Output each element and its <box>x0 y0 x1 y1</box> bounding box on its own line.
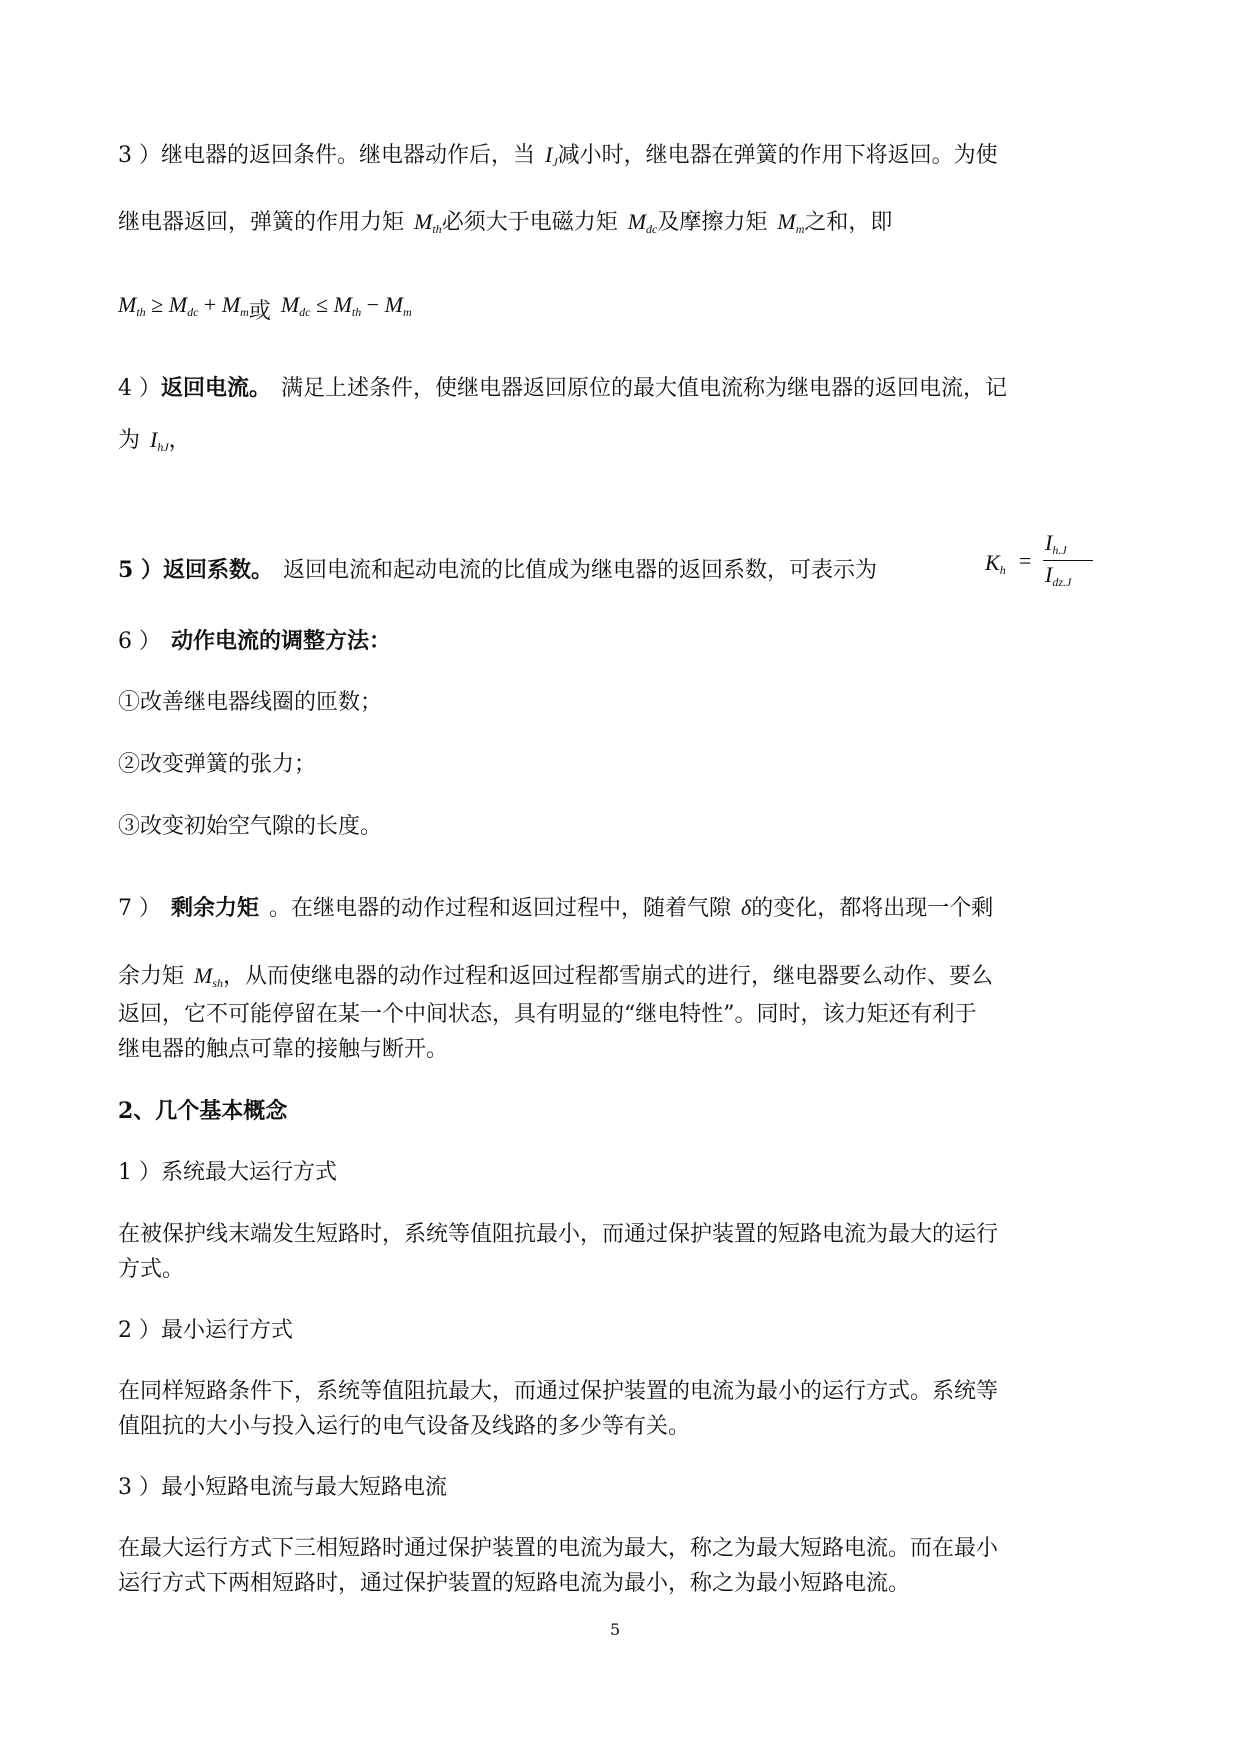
p3-text-3: 继电器返回，弹簧的作用力矩 <box>118 210 405 235</box>
p3-line-2 <box>118 207 892 244</box>
p6-title: 动作电流的调整方法： <box>171 628 392 654</box>
formula-line: $M_{th} \ge M_{dc} + M_m$或 $M_{dc} \le M_{th} - M_m$ <box>118 292 412 324</box>
p5-title: 返回系数。 <box>162 557 273 583</box>
p7-title: 剩余力矩 <box>171 895 260 921</box>
p7-text-2: 的变化，都将出现一个剩 <box>751 896 994 921</box>
section-heading: 2、几个基本概念 <box>118 1098 288 1124</box>
p6-item: ②改变弹簧的张力； <box>118 752 317 777</box>
p5-text: 返回电流和起动电流的比值成为继电器的返回系数，可表示为 <box>282 558 877 583</box>
concept-3-text: 在最大运行方式下三相短路时通过保护装置的电流为最大，称之为最大短路电流。而在最小 <box>118 1536 999 1561</box>
concept-3-text: 运行方式下两相短路时，通过保护装置的短路电流为最小，称之为最小短路电流。 <box>118 1571 911 1596</box>
p7-text: 。在继电器的动作过程和返回过程中，随着气隙 <box>269 896 732 921</box>
p3-text-5: 及摩擦力矩 <box>657 210 768 235</box>
p3-text: 3 ）继电器的返回条件。继电器动作后，当 <box>118 143 535 168</box>
page-number: 5 <box>610 1620 621 1639</box>
delta-symbol: δ <box>741 895 752 920</box>
residual-torque-symbol: $M_{sh}$ <box>194 963 224 990</box>
p7-line-3: 返回，它不可能停留在某一个中间状态，具有明显的“继电特性”。同时，该力矩还有利于 <box>118 1002 977 1027</box>
p7-line-2: 余力矩 $M_{sh}$，从而使继电器的动作过程和返回过程都雪崩式的进行，继电器要么动作、要么 <box>118 963 994 990</box>
p4-line-2: 为 $I_{hJ}$， <box>118 427 191 454</box>
p3-text-4: 必须大于电磁力矩 <box>441 210 618 235</box>
concept-2-title: 2 ）最小运行方式 <box>118 1318 293 1343</box>
p3-text-6: 之和，即 <box>804 210 893 235</box>
torque-m-symbol: $M_m$ <box>777 209 805 236</box>
p4-text: 满足上述条件，使继电器返回原位的最大值电流称为继电器的返回电流，记 <box>281 376 1008 401</box>
or-text: 或 <box>248 299 271 324</box>
return-coefficient-formula: $K_h$ = $I_{h.J}$ $I_{dz.J}$ <box>985 530 1095 592</box>
p7-line-1 <box>118 893 993 924</box>
p6-number: 6 ） <box>118 629 161 654</box>
p5-number: 5 ） <box>118 557 163 583</box>
p7-line-4: 继电器的触点可靠的接触与断开。 <box>118 1037 449 1062</box>
p4-line-1 <box>118 373 1007 404</box>
concept-1-text: 在被保护线末端发生短路时，系统等值阻抗最小，而通过保护装置的短路电流为最大的运行 <box>118 1222 999 1247</box>
p6-heading <box>118 626 391 657</box>
p3-text-2: 减小时，继电器在弹簧的作用下将返回。为使 <box>557 143 998 168</box>
p4-title: 返回电流。 <box>161 375 272 401</box>
p7-number: 7 ） <box>118 896 161 921</box>
current-symbol: $I_J$ <box>545 142 558 169</box>
p6-item: ①改善继电器线圈的匝数； <box>118 690 383 715</box>
concept-2-text: 在同样短路条件下，系统等值阻抗最大，而通过保护装置的电流为最小的运行方式。系统等 <box>118 1379 999 1404</box>
torque-th-symbol: $M_{th}$ <box>414 209 442 236</box>
concept-3-title: 3 ）最小短路电流与最大短路电流 <box>118 1475 447 1500</box>
return-current-symbol: $I_{hJ}$ <box>150 427 169 454</box>
concept-1-text: 方式。 <box>118 1257 185 1282</box>
p3-line-1 <box>118 140 998 177</box>
torque-dc-symbol: $M_{dc}$ <box>627 209 658 236</box>
p5-line <box>118 555 877 586</box>
p4-number: 4 ） <box>118 376 161 401</box>
concept-1-title: 1 ）系统最大运行方式 <box>118 1160 337 1185</box>
p6-item: ③改变初始空气隙的长度。 <box>118 814 383 839</box>
fraction-bar <box>1043 560 1093 561</box>
concept-2-text: 值阻抗的大小与投入运行的电气设备及线路的多少等有关。 <box>118 1414 691 1439</box>
